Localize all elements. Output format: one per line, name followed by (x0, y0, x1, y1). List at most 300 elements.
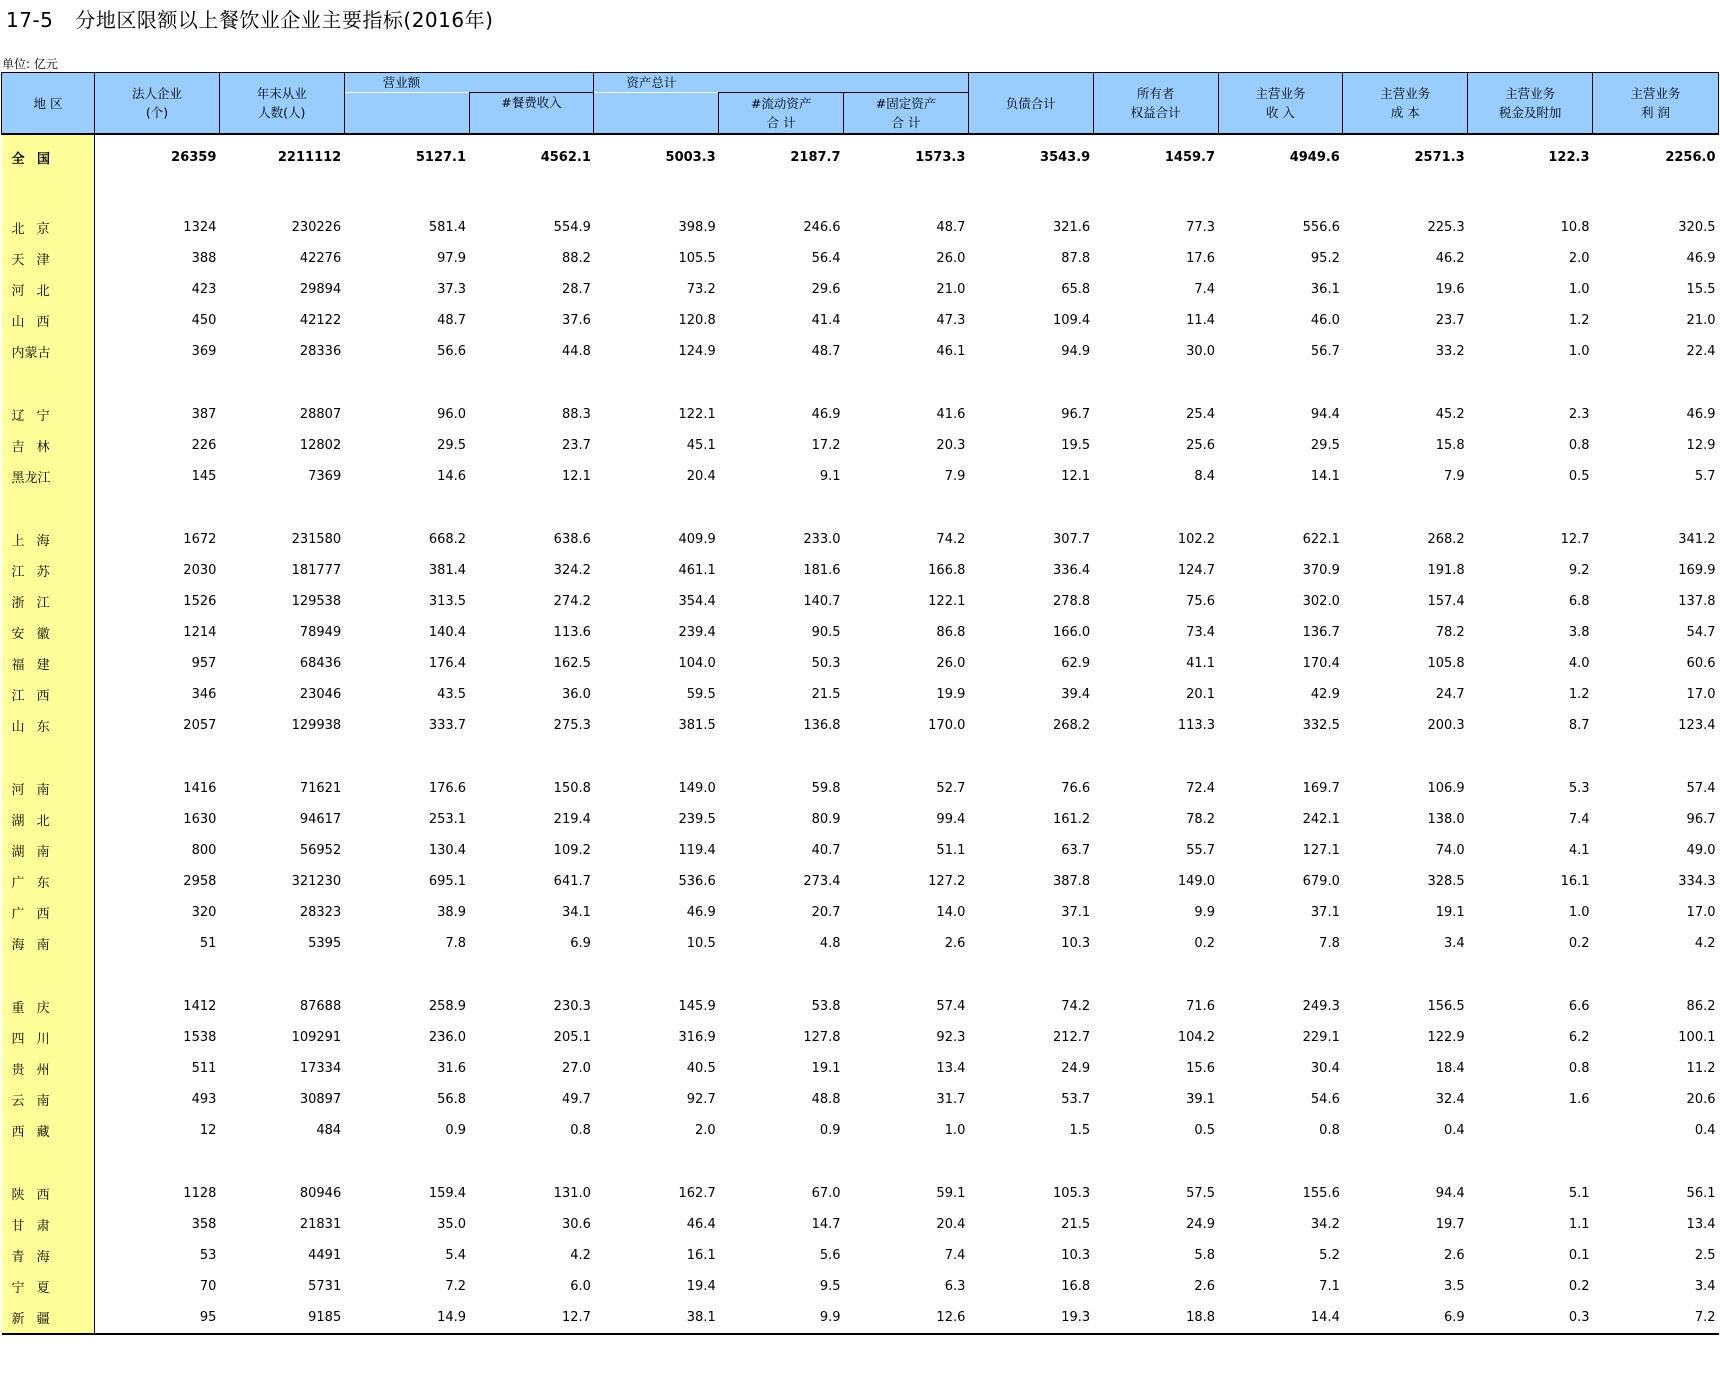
value-cell: 157.4 (1427, 594, 1465, 609)
header-main-cost: 主营业务 成 本 (1343, 73, 1468, 135)
value-cell: 57.5 (1186, 1186, 1216, 1201)
value-cell: 80.9 (811, 812, 841, 827)
table-row (2, 1084, 1719, 1115)
spacer-cell (95, 1146, 1719, 1178)
table-row (2, 524, 1719, 555)
value-cell: 48.7 (936, 220, 966, 235)
spacer-row (2, 1146, 1719, 1178)
value-cell: 556.6 (1302, 220, 1340, 235)
table-row (2, 1053, 1719, 1084)
header-main-profit: 主营业务 利 润 (1593, 73, 1719, 135)
table-row (2, 679, 1719, 710)
value-cell: 22.4 (1686, 344, 1716, 359)
value-cell: 2958 (183, 874, 217, 889)
value-cell: 53.7 (1061, 1092, 1091, 1107)
value-cell: 1573.3 (915, 150, 966, 165)
value-cell: 94.9 (1061, 344, 1091, 359)
value-cell: 127.1 (1302, 843, 1340, 858)
value-cell: 1.0 (1568, 905, 1590, 920)
value-cell: 131.0 (553, 1186, 591, 1201)
value-cell: 14.1 (1310, 469, 1340, 484)
value-cell: 94.4 (1435, 1186, 1465, 1201)
value-cell: 31.6 (437, 1061, 467, 1076)
value-cell: 253.1 (428, 812, 467, 827)
value-cell: 236.0 (428, 1030, 467, 1045)
value-cell: 7369 (308, 469, 342, 484)
value-cell: 104.2 (1177, 1030, 1216, 1045)
value-cell: 21.0 (936, 282, 966, 297)
value-cell: 1.2 (1568, 313, 1590, 328)
value-cell: 96.7 (1686, 812, 1716, 827)
header-revenue: 营业额 (344, 73, 594, 93)
value-cell: 162.5 (553, 656, 591, 671)
value-cell: 1412 (183, 999, 217, 1014)
value-cell: 15.5 (1686, 282, 1716, 297)
value-cell: 3.4 (1444, 936, 1465, 951)
value-cell: 136.8 (803, 718, 841, 733)
value-cell: 484 (316, 1123, 342, 1138)
value-cell: 4949.6 (1289, 150, 1340, 165)
value-cell: 53.8 (811, 999, 841, 1014)
value-cell: 74.0 (1435, 843, 1465, 858)
header-main-revenue: 主营业务 收 入 (1218, 73, 1343, 135)
value-cell: 226 (191, 438, 217, 453)
value-cell: 0.2 (1568, 936, 1590, 951)
value-cell: 273.4 (803, 874, 841, 889)
value-cell: 12.6 (844, 1302, 969, 1334)
value-cell: 10.8 (1560, 220, 1590, 235)
value-cell: 0.8 (1568, 1061, 1590, 1076)
region-name: 辽 宁 (2, 399, 95, 430)
value-cell: 39.4 (1061, 687, 1091, 702)
value-cell: 33.2 (1435, 344, 1465, 359)
value-cell: 1.6 (1568, 1092, 1590, 1107)
region-name: 浙 江 (2, 586, 95, 617)
total-row (2, 134, 1719, 180)
value-cell: 21.5 (1061, 1217, 1091, 1232)
value-cell: 122.9 (1427, 1030, 1465, 1045)
value-cell: 56.7 (1310, 344, 1340, 359)
value-cell: 7.1 (1319, 1279, 1340, 1294)
region-cell-empty (2, 492, 95, 524)
value-cell: 77.3 (1186, 220, 1216, 235)
value-cell: 57.4 (936, 999, 966, 1014)
value-cell: 328.5 (1427, 874, 1465, 889)
region-name: 湖 北 (2, 804, 95, 835)
value-cell: 78.2 (1186, 812, 1216, 827)
value-cell: 56952 (299, 843, 342, 858)
region-name: 北 京 (2, 212, 95, 243)
value-cell: 23.7 (561, 438, 591, 453)
value-cell: 2256.0 (1665, 150, 1716, 165)
value-cell: 29894 (299, 282, 342, 297)
value-cell: 46.0 (1310, 313, 1340, 328)
value-cell: 129938 (291, 718, 342, 733)
value-cell: 511 (191, 1061, 217, 1076)
value-cell: 6.6 (1568, 999, 1590, 1014)
value-cell: 88.3 (561, 407, 591, 422)
value-cell: 25.4 (1186, 407, 1216, 422)
value-cell: 127.2 (928, 874, 966, 889)
value-cell: 5003.3 (665, 150, 716, 165)
value-cell: 166.8 (928, 563, 966, 578)
value-cell: 638.6 (553, 532, 591, 547)
value-cell: 181.6 (803, 563, 841, 578)
value-cell: 56.8 (437, 1092, 467, 1107)
region-name: 黑龙江 (2, 461, 95, 492)
value-cell: 19.1 (811, 1061, 841, 1076)
value-cell: 56.6 (437, 344, 467, 359)
table-row (2, 305, 1719, 336)
value-cell: 13.4 (1686, 1217, 1716, 1232)
value-cell: 336.4 (1052, 563, 1091, 578)
region-name: 上 海 (2, 524, 95, 555)
table-number: 17-5 (6, 8, 54, 32)
value-cell: 72.4 (1186, 781, 1216, 796)
table-row (2, 773, 1719, 804)
value-cell: 54.7 (1686, 625, 1716, 640)
value-cell: 358 (191, 1217, 217, 1232)
value-cell: 668.2 (428, 532, 467, 547)
value-cell: 12 (199, 1123, 217, 1138)
table-row (2, 1302, 1719, 1334)
region-name: 西 藏 (2, 1115, 95, 1146)
value-cell: 26.0 (936, 251, 966, 266)
table-row (2, 461, 1719, 492)
value-cell: 4.2 (1694, 936, 1716, 951)
value-cell: 28336 (299, 344, 342, 359)
value-cell: 230.3 (553, 999, 591, 1014)
region-name: 重 庆 (2, 991, 95, 1022)
value-cell: 3543.9 (1040, 150, 1091, 165)
header-owners-equity: 所有者 权益合计 (1093, 73, 1218, 135)
value-cell: 230226 (291, 220, 342, 235)
value-cell: 30897 (299, 1092, 342, 1107)
value-cell: 15.8 (1435, 438, 1465, 453)
table-row (2, 866, 1719, 897)
table-row (2, 1209, 1719, 1240)
value-cell: 92.3 (936, 1030, 966, 1045)
value-cell: 239.4 (678, 625, 716, 640)
value-cell: 37.1 (1310, 905, 1340, 920)
value-cell: 5.8 (1194, 1248, 1216, 1263)
value-cell: 381.5 (678, 718, 716, 733)
value-cell: 71621 (299, 781, 342, 796)
indicator-table (1, 72, 1719, 1335)
value-cell: 7.8 (445, 936, 467, 951)
spacer-cell (95, 367, 1719, 399)
value-cell: 30.4 (1310, 1061, 1340, 1076)
value-cell: 59.5 (686, 687, 716, 702)
value-cell: 140.4 (428, 625, 467, 640)
value-cell: 9.1 (819, 469, 841, 484)
value-cell: 302.0 (1302, 594, 1340, 609)
value-cell: 73.4 (1186, 625, 1216, 640)
table-row (2, 274, 1719, 305)
value-cell: 5.3 (1568, 781, 1590, 796)
region-name: 河 北 (2, 274, 95, 305)
value-cell: 275.3 (553, 718, 591, 733)
value-cell: 219.4 (553, 812, 591, 827)
value-cell: 26359 (171, 150, 217, 165)
value-cell: 145.9 (678, 999, 716, 1014)
table-row (2, 336, 1719, 367)
value-cell: 4.8 (819, 936, 841, 951)
region-name: 广 西 (2, 897, 95, 928)
value-cell: 87.8 (1061, 251, 1091, 266)
value-cell: 231580 (291, 532, 342, 547)
value-cell: 19.9 (936, 687, 966, 702)
value-cell: 51 (199, 936, 217, 951)
value-cell: 71.6 (1186, 999, 1216, 1014)
value-cell: 20.3 (936, 438, 966, 453)
value-cell: 5.7 (1694, 469, 1716, 484)
value-cell: 30.6 (561, 1217, 591, 1232)
value-cell: 14.9 (344, 1302, 469, 1334)
value-cell: 12.7 (1560, 532, 1590, 547)
value-cell: 19.7 (1435, 1217, 1465, 1232)
region-cell-empty (2, 741, 95, 773)
value-cell: 5.1 (1568, 1186, 1590, 1201)
region-name: 青 海 (2, 1240, 95, 1271)
value-cell: 53 (199, 1248, 217, 1263)
value-cell: 44.8 (561, 344, 591, 359)
value-cell: 20.4 (936, 1217, 966, 1232)
region-name: 内蒙古 (2, 336, 95, 367)
value-cell: 161.2 (1052, 812, 1091, 827)
value-cell: 26.0 (936, 656, 966, 671)
value-cell: 14.6 (437, 469, 467, 484)
value-cell: 1630 (183, 812, 217, 827)
value-cell: 695.1 (428, 874, 467, 889)
value-cell: 149.0 (678, 781, 716, 796)
value-cell: 212.7 (1052, 1030, 1091, 1045)
value-cell: 55.7 (1186, 843, 1216, 858)
value-cell: 162.7 (678, 1186, 716, 1201)
value-cell: 7.9 (1444, 469, 1465, 484)
value-cell: 7.2 (445, 1279, 467, 1294)
value-cell: 10.3 (1061, 936, 1091, 951)
value-cell: 11.2 (1686, 1061, 1716, 1076)
value-cell: 5.4 (445, 1248, 467, 1263)
value-cell: 46.9 (1686, 251, 1716, 266)
value-cell: 140.7 (803, 594, 841, 609)
value-cell: 15.6 (1186, 1061, 1216, 1076)
value-cell: 9.2 (1568, 563, 1590, 578)
table-row (2, 555, 1719, 586)
value-cell: 42276 (299, 251, 342, 266)
value-cell: 67.0 (811, 1186, 841, 1201)
value-cell: 46.2 (1435, 251, 1465, 266)
value-cell: 21.5 (811, 687, 841, 702)
value-cell: 46.9 (1686, 407, 1716, 422)
spacer-cell (95, 180, 1719, 212)
value-cell: 136.7 (1302, 625, 1340, 640)
value-cell: 3.5 (1444, 1279, 1465, 1294)
table-row (2, 399, 1719, 430)
value-cell: 321230 (291, 874, 342, 889)
value-cell: 150.8 (553, 781, 591, 796)
value-cell: 381.4 (428, 563, 467, 578)
value-cell: 19.1 (1435, 905, 1465, 920)
value-cell: 45.2 (1435, 407, 1465, 422)
value-cell: 11.4 (1186, 313, 1216, 328)
region-name: 湖 南 (2, 835, 95, 866)
value-cell: 3.4 (1694, 1279, 1716, 1294)
value-cell: 4.1 (1568, 843, 1590, 858)
value-cell: 48.7 (437, 313, 467, 328)
value-cell: 0.5 (1194, 1123, 1216, 1138)
value-cell: 320.5 (1678, 220, 1716, 235)
value-cell: 2057 (183, 718, 217, 733)
value-cell: 24.9 (1061, 1061, 1091, 1076)
value-cell: 31.7 (936, 1092, 966, 1107)
value-cell: 536.6 (678, 874, 716, 889)
value-cell: 6.0 (570, 1279, 591, 1294)
value-cell: 68436 (299, 656, 342, 671)
value-cell: 0.2 (1194, 936, 1216, 951)
value-cell: 0.4 (1694, 1123, 1716, 1138)
value-cell: 1128 (183, 1186, 217, 1201)
header-current-assets: #流动资产 合 计 (719, 93, 844, 135)
value-cell: 105.5 (678, 251, 716, 266)
value-cell: 17334 (299, 1061, 342, 1076)
region-name: 江 西 (2, 679, 95, 710)
value-cell: 9185 (219, 1302, 344, 1334)
table-title: 分地区限额以上餐饮业企业主要指标(2016年) (75, 8, 494, 32)
value-cell: 181777 (291, 563, 342, 578)
value-cell: 387.8 (1052, 874, 1091, 889)
header-main-tax: 主营业务 税金及附加 (1468, 73, 1593, 135)
table-row (2, 243, 1719, 274)
value-cell: 409.9 (678, 532, 716, 547)
value-cell: 56.1 (1686, 1186, 1716, 1201)
value-cell: 321.6 (1052, 220, 1091, 235)
value-cell: 6.9 (570, 936, 591, 951)
value-cell: 176.6 (428, 781, 467, 796)
spacer-row (2, 959, 1719, 991)
region-cell-empty (2, 180, 95, 212)
value-cell: 370.9 (1302, 563, 1340, 578)
value-cell: 7.4 (1568, 812, 1590, 827)
value-cell: 74.2 (936, 532, 966, 547)
value-cell: 166.0 (1052, 625, 1091, 640)
value-cell: 130.4 (428, 843, 467, 858)
value-cell: 129538 (291, 594, 342, 609)
value-cell: 59.1 (936, 1186, 966, 1201)
value-cell: 0.9 (445, 1123, 467, 1138)
value-cell: 28807 (299, 407, 342, 422)
header-region: 地 区 (2, 73, 95, 135)
value-cell: 2.0 (1568, 251, 1590, 266)
value-cell: 100.1 (1678, 1030, 1716, 1045)
value-cell: 5.2 (1319, 1248, 1340, 1263)
value-cell: 32.4 (1435, 1092, 1465, 1107)
value-cell: 155.6 (1302, 1186, 1340, 1201)
value-cell: 7.4 (1194, 282, 1216, 297)
value-cell: 49.0 (1686, 843, 1716, 858)
value-cell: 45.1 (686, 438, 716, 453)
value-cell: 17.0 (1686, 687, 1716, 702)
region-name: 河 南 (2, 773, 95, 804)
value-cell: 6.3 (944, 1279, 966, 1294)
value-cell: 123.4 (1678, 718, 1716, 733)
value-cell: 38.9 (437, 905, 467, 920)
value-cell: 50.3 (811, 656, 841, 671)
value-cell: 106.9 (1427, 781, 1465, 796)
value-cell: 109.4 (1052, 313, 1091, 328)
value-cell: 1.0 (1568, 282, 1590, 297)
value-cell: 4.2 (570, 1248, 591, 1263)
value-cell: 622.1 (1302, 532, 1340, 547)
value-cell: 169.7 (1302, 781, 1340, 796)
value-cell: 341.2 (1678, 532, 1716, 547)
value-cell: 120.8 (678, 313, 716, 328)
spacer-cell (95, 492, 1719, 524)
value-cell: 29.5 (1310, 438, 1340, 453)
region-name: 吉 林 (2, 430, 95, 461)
value-cell: 37.6 (561, 313, 591, 328)
value-cell: 17.2 (811, 438, 841, 453)
value-cell: 52.7 (936, 781, 966, 796)
spacer-row (2, 180, 1719, 212)
value-cell: 23.7 (1435, 313, 1465, 328)
value-cell: 80946 (299, 1186, 342, 1201)
value-cell: 49.7 (561, 1092, 591, 1107)
value-cell: 5127.1 (415, 150, 467, 165)
header-legal-entities: 法人企业 (个) (95, 73, 220, 135)
value-cell: 57.4 (1686, 781, 1716, 796)
spacer-row (2, 367, 1719, 399)
value-cell: 76.6 (1061, 781, 1091, 796)
table-row (2, 617, 1719, 648)
value-cell: 95 (95, 1302, 220, 1334)
value-cell: 354.4 (678, 594, 716, 609)
value-cell: 4562.1 (540, 150, 591, 165)
value-cell: 41.4 (811, 313, 841, 328)
value-cell: 14.7 (811, 1217, 841, 1232)
value-cell: 324.2 (553, 563, 591, 578)
value-cell: 41.1 (1186, 656, 1216, 671)
region-name: 陕 西 (2, 1178, 95, 1209)
region-name: 安 徽 (2, 617, 95, 648)
value-cell: 104.0 (678, 656, 716, 671)
value-cell: 47.3 (936, 313, 966, 328)
value-cell: 24.9 (1186, 1217, 1216, 1232)
value-cell: 54.6 (1310, 1092, 1340, 1107)
value-cell: 99.4 (936, 812, 966, 827)
region-name: 甘 肃 (2, 1209, 95, 1240)
value-cell: 122.3 (1548, 150, 1590, 165)
value-cell: 17.6 (1186, 251, 1216, 266)
value-cell: 19.5 (1061, 438, 1091, 453)
table-row (2, 897, 1719, 928)
value-cell: 78949 (299, 625, 342, 640)
value-cell: 1324 (183, 220, 217, 235)
value-cell: 97.9 (437, 251, 467, 266)
table-row (2, 586, 1719, 617)
value-cell: 258.9 (428, 999, 467, 1014)
value-cell: 246.6 (803, 220, 841, 235)
value-cell: 127.8 (803, 1030, 841, 1045)
value-cell: 7.8 (1319, 936, 1340, 951)
value-cell: 2.5 (1694, 1248, 1716, 1263)
region-name: 海 南 (2, 928, 95, 959)
header-total-liabilities: 负债合计 (968, 73, 1093, 135)
value-cell: 1214 (183, 625, 217, 640)
value-cell: 5731 (308, 1279, 342, 1294)
header-revenue-spacer (344, 93, 469, 135)
